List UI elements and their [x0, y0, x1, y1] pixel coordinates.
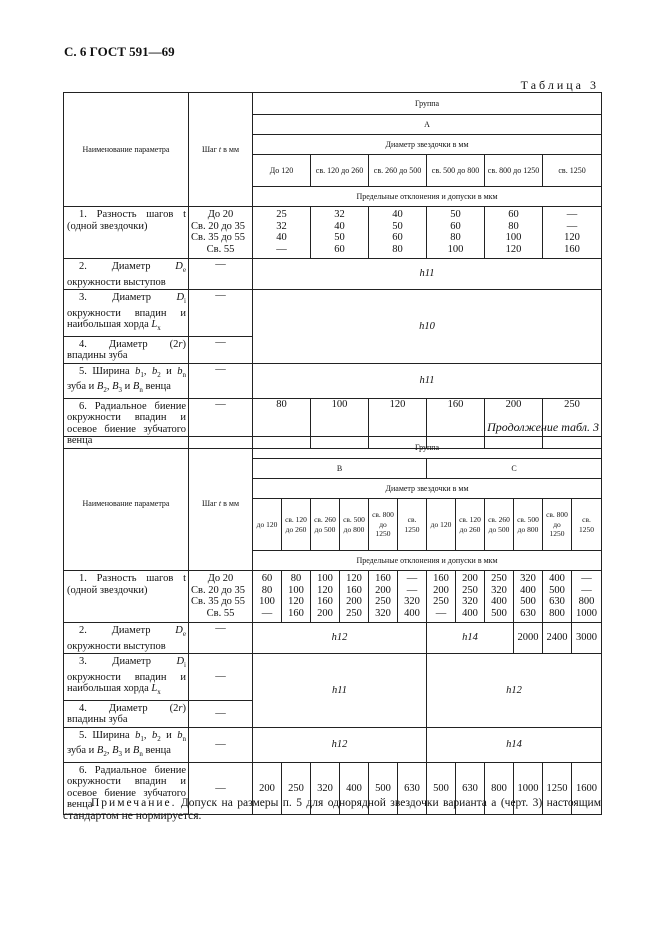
row-name: 1. Разность шагов t (одной звездочки): [64, 207, 189, 259]
value-cell: 2000: [514, 623, 543, 654]
row-name: 5. Ширина $b_1$, $b_2$ и $b_n$ зуба и $B_2$, $B_3$ и $B_n$ венца: [64, 363, 189, 398]
step-dash: —: [189, 700, 253, 727]
diam-col: до 120: [253, 499, 282, 551]
diam-col: св. 120 до 260: [282, 499, 311, 551]
value-col: 50 60 80 100: [427, 207, 485, 259]
value-cell: 500: [427, 762, 456, 814]
value-col: 160 200 250 320: [369, 571, 398, 623]
table-row: [64, 259, 602, 290]
diam-col: св. 500 до 800: [427, 155, 485, 187]
value-cell: 120: [369, 398, 427, 448]
value-cell: 500: [369, 762, 398, 814]
value-cell: 320: [311, 762, 340, 814]
note: [63, 797, 601, 823]
col-param-header: Наименование параметра: [64, 437, 189, 571]
value-cell: 400: [340, 762, 369, 814]
continuation-caption: Продолжение табл. 3: [487, 420, 599, 434]
value-cell: 1600: [572, 762, 602, 814]
diam-col: св. 500 до 800: [514, 499, 543, 551]
table-row: [64, 363, 602, 398]
row-name: 1. Разность шагов t (одной звездочки): [64, 571, 189, 623]
tolerance-value-c: h14: [427, 623, 514, 654]
diam-col: св. 260 до 500: [485, 499, 514, 551]
diameter-label: Диаметр звездочки в мм: [253, 135, 602, 155]
value-cell: 630: [398, 762, 427, 814]
table-row: [64, 290, 602, 337]
tolerance-value: h10: [253, 290, 602, 364]
row-name: 5. Ширина $b_1$, $b_2$ и $b_n$ зуба и $B_2$, $B_3$ и $B_n$ венца: [64, 727, 189, 762]
table-caption: Таблица 3: [520, 78, 599, 92]
table-row: [64, 207, 602, 259]
value-col: 25 32 40 —: [253, 207, 311, 259]
diam-col: св. 1250: [398, 499, 427, 551]
value-col: 320 400 500 630: [514, 571, 543, 623]
table-row: [64, 654, 602, 701]
step-dash: —: [189, 762, 253, 814]
value-col: 60 80 100 120: [485, 207, 543, 259]
diam-col: св. 260 до 500: [369, 155, 427, 187]
group-b: B: [253, 459, 427, 479]
step-dash: —: [189, 623, 253, 654]
value-cell: 200: [485, 398, 543, 448]
value-col: 40 50 60 80: [369, 207, 427, 259]
group-label: Группа: [253, 437, 602, 459]
diam-col: До 120: [253, 155, 311, 187]
step-dash: —: [189, 290, 253, 337]
value-cell: 250: [282, 762, 311, 814]
step-dash: —: [189, 727, 253, 762]
diam-col: св. 800 до 1250: [543, 499, 572, 551]
tolerance-value-c: h14: [427, 727, 602, 762]
deviation-label: Предельные отклонения и допуски в мкм: [253, 187, 602, 207]
value-cell: 100: [311, 398, 369, 448]
step-dash: —: [189, 654, 253, 701]
table-row: [64, 623, 602, 654]
tolerance-value-b: h11: [253, 654, 427, 728]
value-cell: 1250: [543, 762, 572, 814]
tolerance-value-c: h12: [427, 654, 602, 728]
col-step-header: Шаг t в мм: [189, 93, 253, 207]
value-cell: 630: [456, 762, 485, 814]
diam-col: св. 500 до 800: [340, 499, 369, 551]
note-label: Примечание.: [91, 797, 177, 809]
group-label: Группа: [253, 93, 602, 115]
value-col: 80 100 120 160: [282, 571, 311, 623]
col-param-header: Наименование параметра: [64, 93, 189, 207]
row-name: 2. Диаметр $D_e$ окружности выступов: [64, 259, 189, 290]
row-name: 4. Диаметр (2r) впадины зуба: [64, 700, 189, 727]
diam-col: св. 1250: [572, 499, 602, 551]
value-col: — — 800 1000: [572, 571, 602, 623]
value-cell: 200: [253, 762, 282, 814]
page-header: С. 6 ГОСТ 591—69: [64, 44, 175, 59]
value-col: — — 320 400: [398, 571, 427, 623]
value-col: 160 200 250 —: [427, 571, 456, 623]
tolerance-value: h11: [253, 363, 602, 398]
value-cell: 250: [543, 398, 602, 448]
row-name: 2. Диаметр $D_e$ окружности выступов: [64, 623, 189, 654]
diam-col: св. 120 до 260: [311, 155, 369, 187]
row-name: 3. Диаметр $D_i$ окружности впадин и наибольшая хорда $L_x$: [64, 290, 189, 337]
value-col: 120 160 200 250: [340, 571, 369, 623]
diam-col: до 120: [427, 499, 456, 551]
value-cell: 3000: [572, 623, 602, 654]
note-text: Допуск на размеры п. 5 для однорядной звездочки варианта а (черт. 3) настоящим стандартом не нормируется.: [63, 797, 601, 822]
value-cell: 160: [427, 398, 485, 448]
tolerance-value: h11: [253, 259, 602, 290]
step-dash: —: [189, 363, 253, 398]
value-cell: 1000: [514, 762, 543, 814]
diam-col: св. 1250: [543, 155, 602, 187]
row-name: 6. Радиальное биение окружности впадин и осевое биение зубчатого венца: [64, 398, 189, 448]
step-dash: —: [189, 336, 253, 363]
group-a: A: [253, 115, 602, 135]
value-cell: 800: [485, 762, 514, 814]
row-name: 3. Диаметр $D_i$ окружности впадин и наибольшая хорда $L_x$: [64, 654, 189, 701]
value-col: 200 250 320 400: [456, 571, 485, 623]
diam-col: св. 120 до 260: [456, 499, 485, 551]
value-col: — — 120 160: [543, 207, 602, 259]
row-name: 6. Радиальное биение окружности впадин и осевое биение зубчатого венца: [64, 762, 189, 814]
group-c: C: [427, 459, 602, 479]
deviation-label: Предельные отклонения и допуски в мкм: [253, 551, 602, 571]
value-col: 250 320 400 500: [485, 571, 514, 623]
tolerance-value-b: h12: [253, 727, 427, 762]
step-list: До 20 Св. 20 до 35 Св. 35 до 55 Св. 55: [189, 571, 253, 623]
value-cell: 80: [253, 398, 311, 448]
table-group-a: [63, 92, 602, 449]
step-dash: —: [189, 398, 253, 448]
col-step-header: Шаг t в мм: [189, 437, 253, 571]
step-list: До 20 Св. 20 до 35 Св. 35 до 55 Св. 55: [189, 207, 253, 259]
value-col: 400 500 630 800: [543, 571, 572, 623]
table-row: [64, 571, 602, 623]
value-col: 60 80 100 —: [253, 571, 282, 623]
row-name: 4. Диаметр (2r) впадины зуба: [64, 336, 189, 363]
table-row: [64, 727, 602, 762]
table-group-bc: [63, 436, 602, 815]
diam-col: св. 800 до 1250: [485, 155, 543, 187]
tolerance-value-b: h12: [253, 623, 427, 654]
diameter-label: Диаметр звездочки в мм: [253, 479, 602, 499]
diam-col: св. 260 до 500: [311, 499, 340, 551]
diam-col: св. 800 до 1250: [369, 499, 398, 551]
value-cell: 2400: [543, 623, 572, 654]
step-dash: —: [189, 259, 253, 290]
value-col: 32 40 50 60: [311, 207, 369, 259]
value-col: 100 120 160 200: [311, 571, 340, 623]
